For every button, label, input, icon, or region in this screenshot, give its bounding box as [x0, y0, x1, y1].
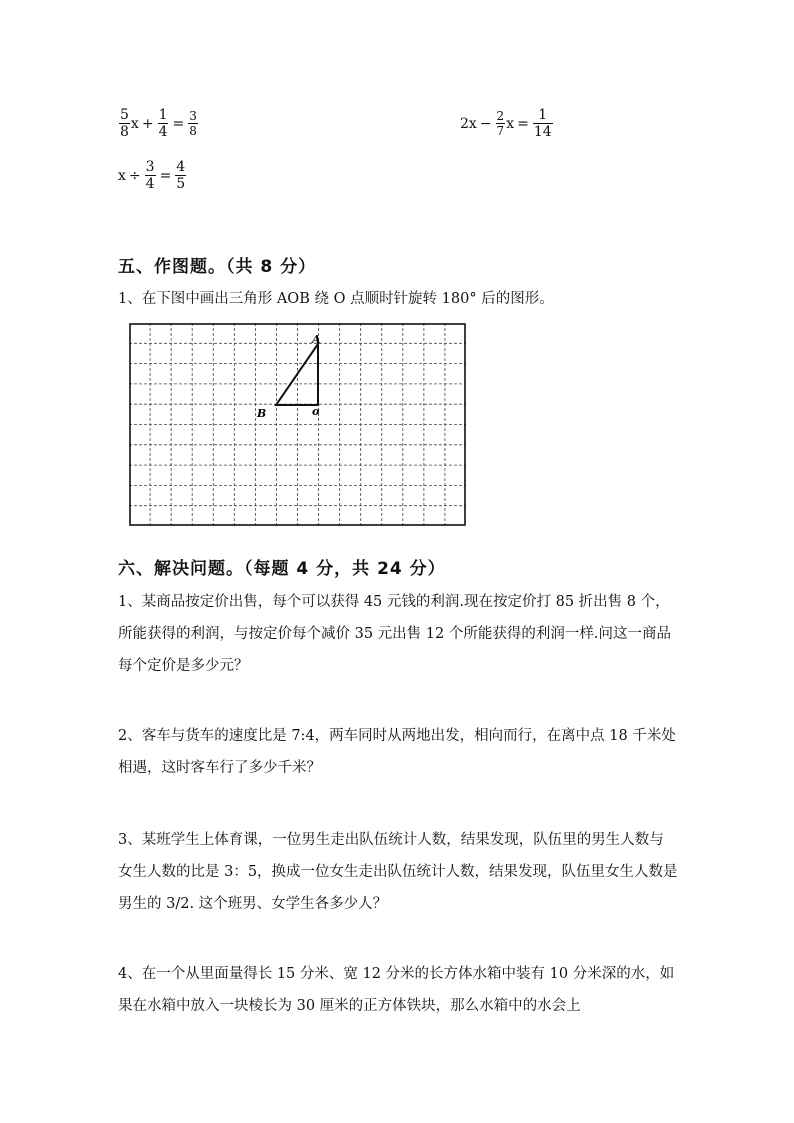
- fraction: [533, 108, 553, 139]
- operator: =: [517, 115, 529, 132]
- label-a: A: [312, 333, 321, 346]
- triangle-aob: [276, 344, 318, 405]
- denominator: 5: [176, 176, 186, 192]
- operator: =: [172, 115, 185, 132]
- fraction: [119, 108, 130, 139]
- term: 2x: [460, 115, 477, 132]
- denominator: 8: [120, 124, 129, 140]
- equation-1: [118, 108, 199, 139]
- section-5-heading: 五、作图题。（共 8 分）: [118, 257, 317, 277]
- section-6-question-2: 2、客车与货车的速度比是 7:4，两车同时从两地出发，相向而行，在离中点 18 千米处相遇，这时客车行了多少千米？: [118, 728, 676, 776]
- grid-lines: [129, 323, 466, 526]
- section-6-question-3: 3、某班学生上体育课，一位男生走出队伍统计人数，结果发现，队伍里的男生人数与女生人数的比是 3：5，换成一位女生走出队伍统计人数，结果发现，队伍里女生人数是男生的 3/2. 这个班男、女学生各多少人？: [118, 832, 678, 912]
- operator: −: [479, 115, 492, 132]
- fraction: [158, 108, 169, 139]
- operator: +: [141, 115, 154, 132]
- operator: ÷: [128, 167, 141, 184]
- denominator: 8: [189, 124, 197, 138]
- fraction: [188, 110, 198, 137]
- variable: x: [118, 167, 126, 184]
- section-6-question-4: 4、在一个从里面量得长 15 分米、宽 12 分米的长方体水箱中装有 10 分米深的水，如果在水箱中放入一块棱长为 30 厘米的正方体铁块，那么水箱中的水会上: [118, 966, 675, 1014]
- fraction: [175, 160, 186, 191]
- denominator: 4: [158, 124, 168, 140]
- label-o: o: [312, 405, 320, 418]
- equation-3: [118, 160, 187, 191]
- denominator: 7: [496, 124, 505, 138]
- numerator: 4: [176, 159, 186, 175]
- label-b: B: [257, 407, 267, 420]
- equation-2: [460, 108, 554, 139]
- numerator: 3: [189, 109, 197, 123]
- variable: x: [506, 115, 515, 132]
- grid-svg: [129, 323, 466, 526]
- numerator: 1: [158, 107, 168, 123]
- section-5-question-1: 1、在下图中画出三角形 AOB 绕 O 点顺时针旋转 180° 后的图形。: [118, 291, 554, 307]
- denominator: 14: [533, 124, 552, 140]
- fraction: [496, 110, 506, 137]
- variable: x: [130, 115, 139, 132]
- fraction: [145, 160, 156, 191]
- section-6-question-1: 1、某商品按定价出售，每个可以获得 45 元钱的利润.现在按定价打 85 折出售 8 个，所能获得的利润，与按定价每个减价 35 元出售 12 个所能获得的利润一样.问这一商品每个定价是多少元？: [118, 594, 671, 674]
- section-6-heading: 六、解决问题。（每题 4 分，共 24 分）: [118, 559, 446, 579]
- numerator: 2: [496, 109, 505, 123]
- numerator: 3: [145, 159, 155, 175]
- denominator: 4: [145, 176, 155, 192]
- numerator: 1: [538, 107, 548, 123]
- grid-figure: [129, 323, 466, 526]
- operator: =: [159, 167, 172, 184]
- numerator: 5: [120, 107, 129, 123]
